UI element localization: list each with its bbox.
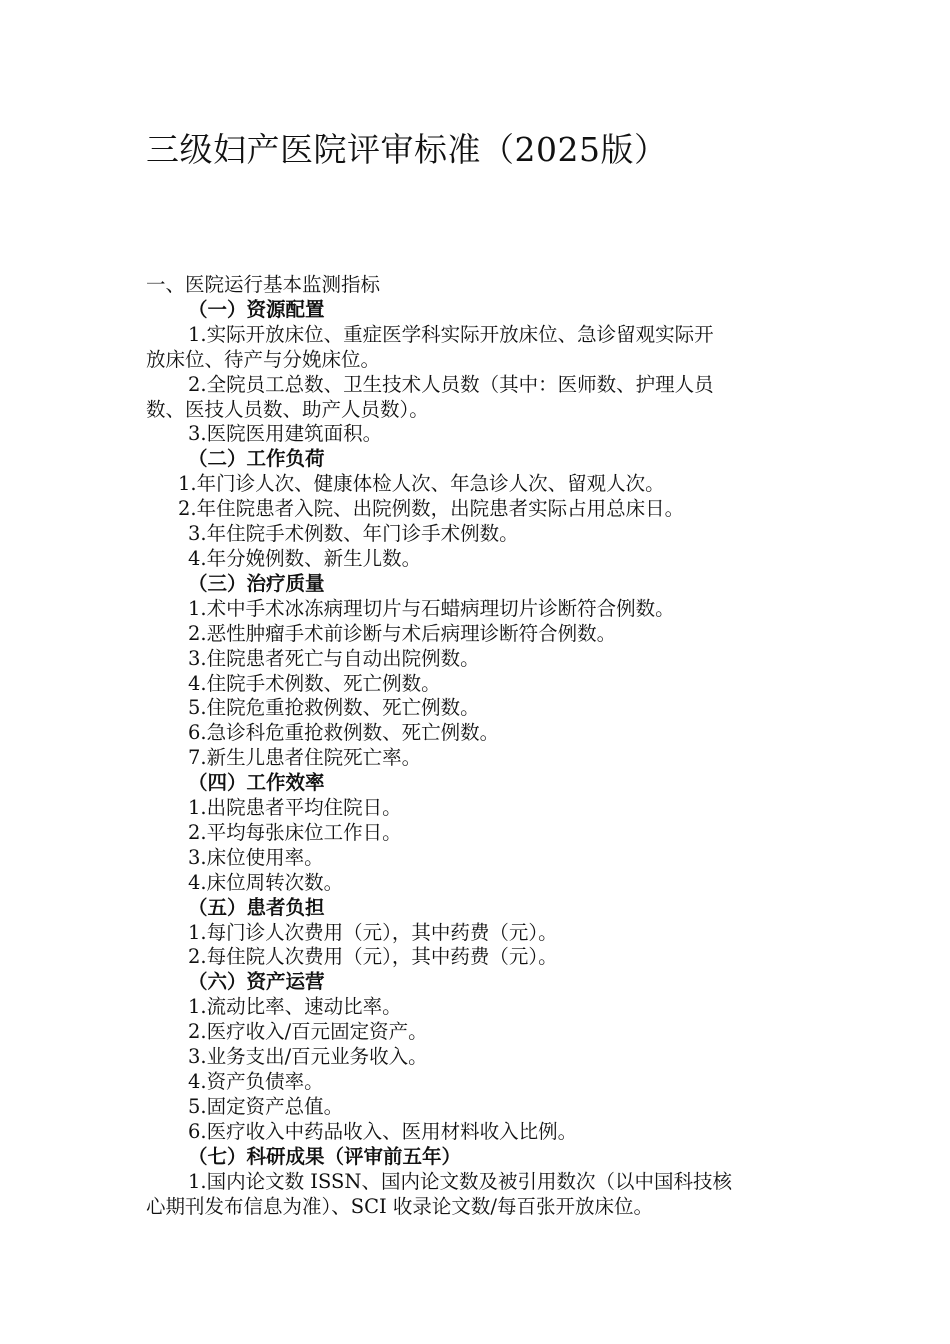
list-item: 2.医疗收入/百元固定资产。	[188, 1020, 428, 1044]
list-item: 4.住院手术例数、死亡例数。	[188, 671, 441, 695]
list-item: 2.全院员工总数、卫生技术人员数（其中：医师数、护理人员	[188, 372, 714, 396]
list-item-continuation: 心期刊发布信息为准）、SCI 收录论文数/每百张开放床位。	[146, 1194, 654, 1218]
list-item: 3.住院患者死亡与自动出院例数。	[188, 646, 480, 670]
subsection-heading-patient-burden: （五）患者负担	[188, 895, 325, 919]
document-title: 三级妇产医院评审标准（2025版）	[146, 130, 668, 169]
section-heading: 一、医院运行基本监测指标	[146, 273, 381, 296]
list-item: 1.流动比率、速动比率。	[188, 995, 402, 1019]
list-item: 3.业务支出/百元业务收入。	[188, 1045, 428, 1069]
subsection-heading-asset-operation: （六）资产运营	[188, 970, 325, 994]
list-item: 2.平均每张床位工作日。	[188, 820, 402, 844]
subsection-heading-treatment-quality: （三）治疗质量	[188, 571, 325, 595]
list-item: 3.医院医用建筑面积。	[188, 422, 383, 446]
list-item: 4.资产负债率。	[188, 1070, 324, 1093]
subsection-heading-research: （七）科研成果（评审前五年）	[188, 1144, 462, 1168]
list-item: 2.每住院人次费用（元），其中药费（元）。	[188, 945, 558, 969]
list-item: 5.固定资产总值。	[188, 1094, 344, 1118]
list-item: 1.国内论文数 ISSN、国内论文数及被引用数次（以中国科技核	[188, 1169, 732, 1193]
list-item: 7.新生儿患者住院死亡率。	[188, 746, 422, 770]
list-item: 2.年住院患者入院、出院例数，出院患者实际占用总床日。	[178, 497, 685, 521]
list-item: 3.床位使用率。	[188, 845, 324, 869]
list-item-continuation: 数、医技人员数、助产人员数）。	[146, 397, 429, 421]
list-item: 4.床位周转次数。	[188, 870, 344, 894]
list-item: 6.医疗收入中药品收入、医用材料收入比例。	[188, 1119, 578, 1143]
list-item: 2.恶性肿瘤手术前诊断与术后病理诊断符合例数。	[188, 621, 617, 645]
subsection-heading-resources: （一）资源配置	[188, 297, 325, 321]
list-item: 3.年住院手术例数、年门诊手术例数。	[188, 522, 519, 546]
list-item: 1.实际开放床位、重症医学科实际开放床位、急诊留观实际开	[188, 322, 714, 346]
subsection-heading-workload: （二）工作负荷	[188, 447, 325, 471]
list-item: 1.出院患者平均住院日。	[188, 796, 402, 820]
list-item: 6.急诊科危重抢救例数、死亡例数。	[188, 721, 500, 745]
list-item: 1.术中手术冰冻病理切片与石蜡病理切片诊断符合例数。	[188, 596, 675, 620]
list-item: 5.住院危重抢救例数、死亡例数。	[188, 696, 480, 720]
list-item: 1.每门诊人次费用（元），其中药费（元）。	[188, 920, 558, 944]
document-body	[146, 273, 806, 1219]
list-item: 1.年门诊人次、健康体检人次、年急诊人次、留观人次。	[178, 472, 665, 496]
list-item-continuation: 放床位、待产与分娩床位。	[146, 347, 381, 371]
subsection-heading-efficiency: （四）工作效率	[188, 771, 325, 795]
list-item: 4.年分娩例数、新生儿数。	[188, 546, 422, 570]
